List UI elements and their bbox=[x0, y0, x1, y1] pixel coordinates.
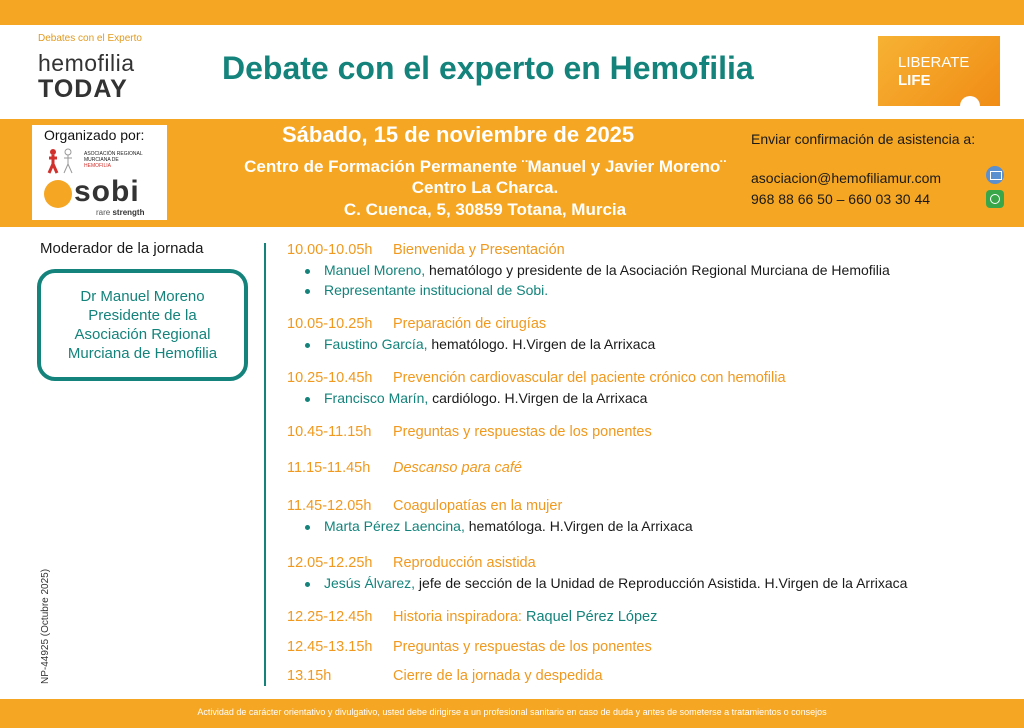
agenda-slot bbox=[287, 460, 522, 476]
speaker-name: Manuel Moreno, bbox=[324, 262, 426, 278]
speaker-role: jefe de sección de la Unidad de Reproducción Asistida. H.Virgen de la Arrixaca bbox=[415, 575, 908, 591]
moderator-name: Dr Manuel Moreno bbox=[80, 288, 205, 305]
agenda-slot-heading bbox=[287, 370, 786, 386]
agenda-time: 11.15-11.45h bbox=[287, 460, 371, 476]
hemofilia-today-logo bbox=[38, 33, 153, 111]
sobi-name: sobi bbox=[74, 175, 140, 208]
assoc-line2: MURCIANA DE bbox=[84, 157, 119, 163]
footer-disclaimer: Actividad de carácter orientativo y divulgativo, usted debe dirigirse a un profesional sanitario en caso de duda y antes de someterse a tratamientos o consejos bbox=[197, 707, 827, 717]
speaker-role: cardiólogo. H.Virgen de la Arrixaca bbox=[428, 390, 648, 406]
agenda-speaker bbox=[287, 575, 907, 591]
agenda-slot-heading bbox=[287, 639, 652, 655]
whatsapp-icon[interactable] bbox=[986, 190, 1004, 208]
agenda-title: Coagulopatías en la mujer bbox=[393, 498, 563, 514]
speaker-role: hematólogo y presidente de la Asociación Regional Murciana de Hemofilia bbox=[425, 262, 890, 278]
agenda-title: Preguntas y respuestas de los ponentes bbox=[393, 639, 652, 655]
sobi-tagline bbox=[96, 208, 144, 217]
speaker-name: Francisco Marín, bbox=[324, 390, 429, 406]
logo-word-today: TODAY bbox=[38, 75, 128, 103]
liberate-life-logo bbox=[878, 36, 1000, 106]
agenda-speaker bbox=[287, 282, 890, 298]
sobi-tag-prefix: rare bbox=[96, 208, 111, 217]
speaker-role: hematólogo. H.Virgen de la Arrixaca bbox=[427, 336, 656, 352]
moderator-role-3: Murciana de Hemofilia bbox=[67, 345, 218, 362]
agenda-slot-heading bbox=[287, 460, 522, 476]
agenda-slot bbox=[287, 242, 890, 298]
speaker-role: hematóloga. H.Virgen de la Arrixaca bbox=[464, 518, 693, 534]
rsvp-phones[interactable]: 968 88 66 50 – 660 03 30 44 bbox=[751, 191, 931, 207]
agenda-slot bbox=[287, 370, 786, 406]
association-name bbox=[84, 151, 143, 169]
agenda-slot-heading bbox=[287, 498, 693, 514]
document-code: NP-44925 (Octubre 2025) bbox=[40, 568, 51, 684]
agenda-title: Preguntas y respuestas de los ponentes bbox=[393, 424, 652, 440]
speaker-name: Jesús Álvarez, bbox=[324, 575, 416, 591]
moderator-heading: Moderador de la jornada bbox=[40, 240, 204, 257]
speaker-name: Marta Pérez Laencina, bbox=[324, 518, 465, 534]
agenda-speaker bbox=[287, 262, 890, 278]
agenda-title: Bienvenida y Presentación bbox=[393, 242, 565, 258]
liberate-line2: LIFE bbox=[898, 72, 931, 89]
agenda-slot bbox=[287, 639, 652, 655]
vertical-divider bbox=[264, 243, 266, 686]
logo-word-hemofilia: hemofilia bbox=[38, 50, 135, 76]
agenda-time: 10.00-10.05h bbox=[287, 242, 373, 258]
moderator-role-2: Asociación Regional bbox=[74, 326, 211, 343]
page-title: Debate con el experto en Hemofilia bbox=[222, 50, 754, 86]
agenda-time: 13.15h bbox=[287, 668, 332, 684]
agenda-title: Prevención cardiovascular del paciente crónico con hemofilia bbox=[393, 370, 786, 386]
agenda-time: 10.45-11.15h bbox=[287, 424, 372, 440]
agenda-title: Descanso para café bbox=[393, 460, 522, 476]
email-icon[interactable] bbox=[986, 166, 1004, 184]
agenda-slot bbox=[287, 316, 655, 352]
agenda-slot bbox=[287, 668, 603, 684]
agenda-title: Cierre de la jornada y despedida bbox=[393, 668, 603, 684]
event-address: C. Cuenca, 5, 30859 Totana, Murcia bbox=[343, 200, 627, 219]
agenda-slot-heading bbox=[287, 424, 652, 440]
agenda-time: 12.25-12.45h bbox=[287, 609, 373, 625]
agenda-title: Reproducción asistida bbox=[393, 555, 536, 571]
agenda-time: 12.45-13.15h bbox=[287, 639, 373, 655]
footer-bar bbox=[0, 699, 1024, 728]
agenda-slot-heading bbox=[287, 609, 657, 625]
sobi-mark-icon bbox=[44, 180, 72, 208]
speaker-name: Faustino García, bbox=[324, 336, 428, 352]
agenda-slot bbox=[287, 555, 907, 591]
organizer-label: Organizado por: bbox=[44, 127, 145, 143]
agenda-slot bbox=[287, 609, 657, 625]
agenda-slot-heading bbox=[287, 668, 603, 684]
agenda-speaker bbox=[287, 390, 786, 406]
liberate-dot-shape bbox=[960, 96, 980, 106]
speaker-name: Representante institucional de Sobi. bbox=[324, 282, 549, 298]
liberate-line1: LIBERATE bbox=[898, 54, 970, 71]
agenda-speaker bbox=[287, 336, 655, 352]
agenda-time: 12.05-12.25h bbox=[287, 555, 373, 571]
agenda-time: 11.45-12.05h bbox=[287, 498, 372, 514]
agenda-slot-heading bbox=[287, 242, 890, 258]
sobi-tag-bold: strength bbox=[112, 208, 145, 217]
agenda-slot bbox=[287, 498, 693, 534]
association-figures-icon bbox=[46, 148, 82, 174]
agenda-slot bbox=[287, 424, 652, 440]
agenda-title-name: Raquel Pérez López bbox=[525, 609, 658, 625]
agenda-time: 10.25-10.45h bbox=[287, 370, 373, 386]
organizer-box bbox=[32, 125, 167, 220]
moderator-role-1: Presidente de la bbox=[88, 307, 197, 324]
event-venue: Centro de Formación Permanente ¨Manuel y Javier Moreno¨ Centro La Charca. bbox=[244, 157, 726, 197]
assoc-line1: ASOCIACIÓN REGIONAL bbox=[84, 151, 143, 157]
agenda-time: 10.05-10.25h bbox=[287, 316, 373, 332]
agenda-slot-heading bbox=[287, 316, 655, 332]
rsvp-label: Enviar confirmación de asistencia a: bbox=[751, 131, 976, 147]
assoc-line3: HEMOFILIA bbox=[84, 163, 111, 169]
top-accent-strip bbox=[0, 0, 1024, 25]
agenda-speaker bbox=[287, 518, 693, 534]
moderator-box bbox=[37, 269, 248, 381]
event-date: Sábado, 15 de noviembre de 2025 bbox=[282, 122, 635, 147]
logo-subtitle: Debates con el Experto bbox=[38, 33, 142, 44]
agenda-title: Preparación de cirugías bbox=[393, 316, 547, 332]
agenda-slot-heading bbox=[287, 555, 907, 571]
agenda-title: Historia inspiradora: bbox=[393, 609, 522, 625]
rsvp-email[interactable]: asociacion@hemofiliamur.com bbox=[751, 170, 942, 186]
